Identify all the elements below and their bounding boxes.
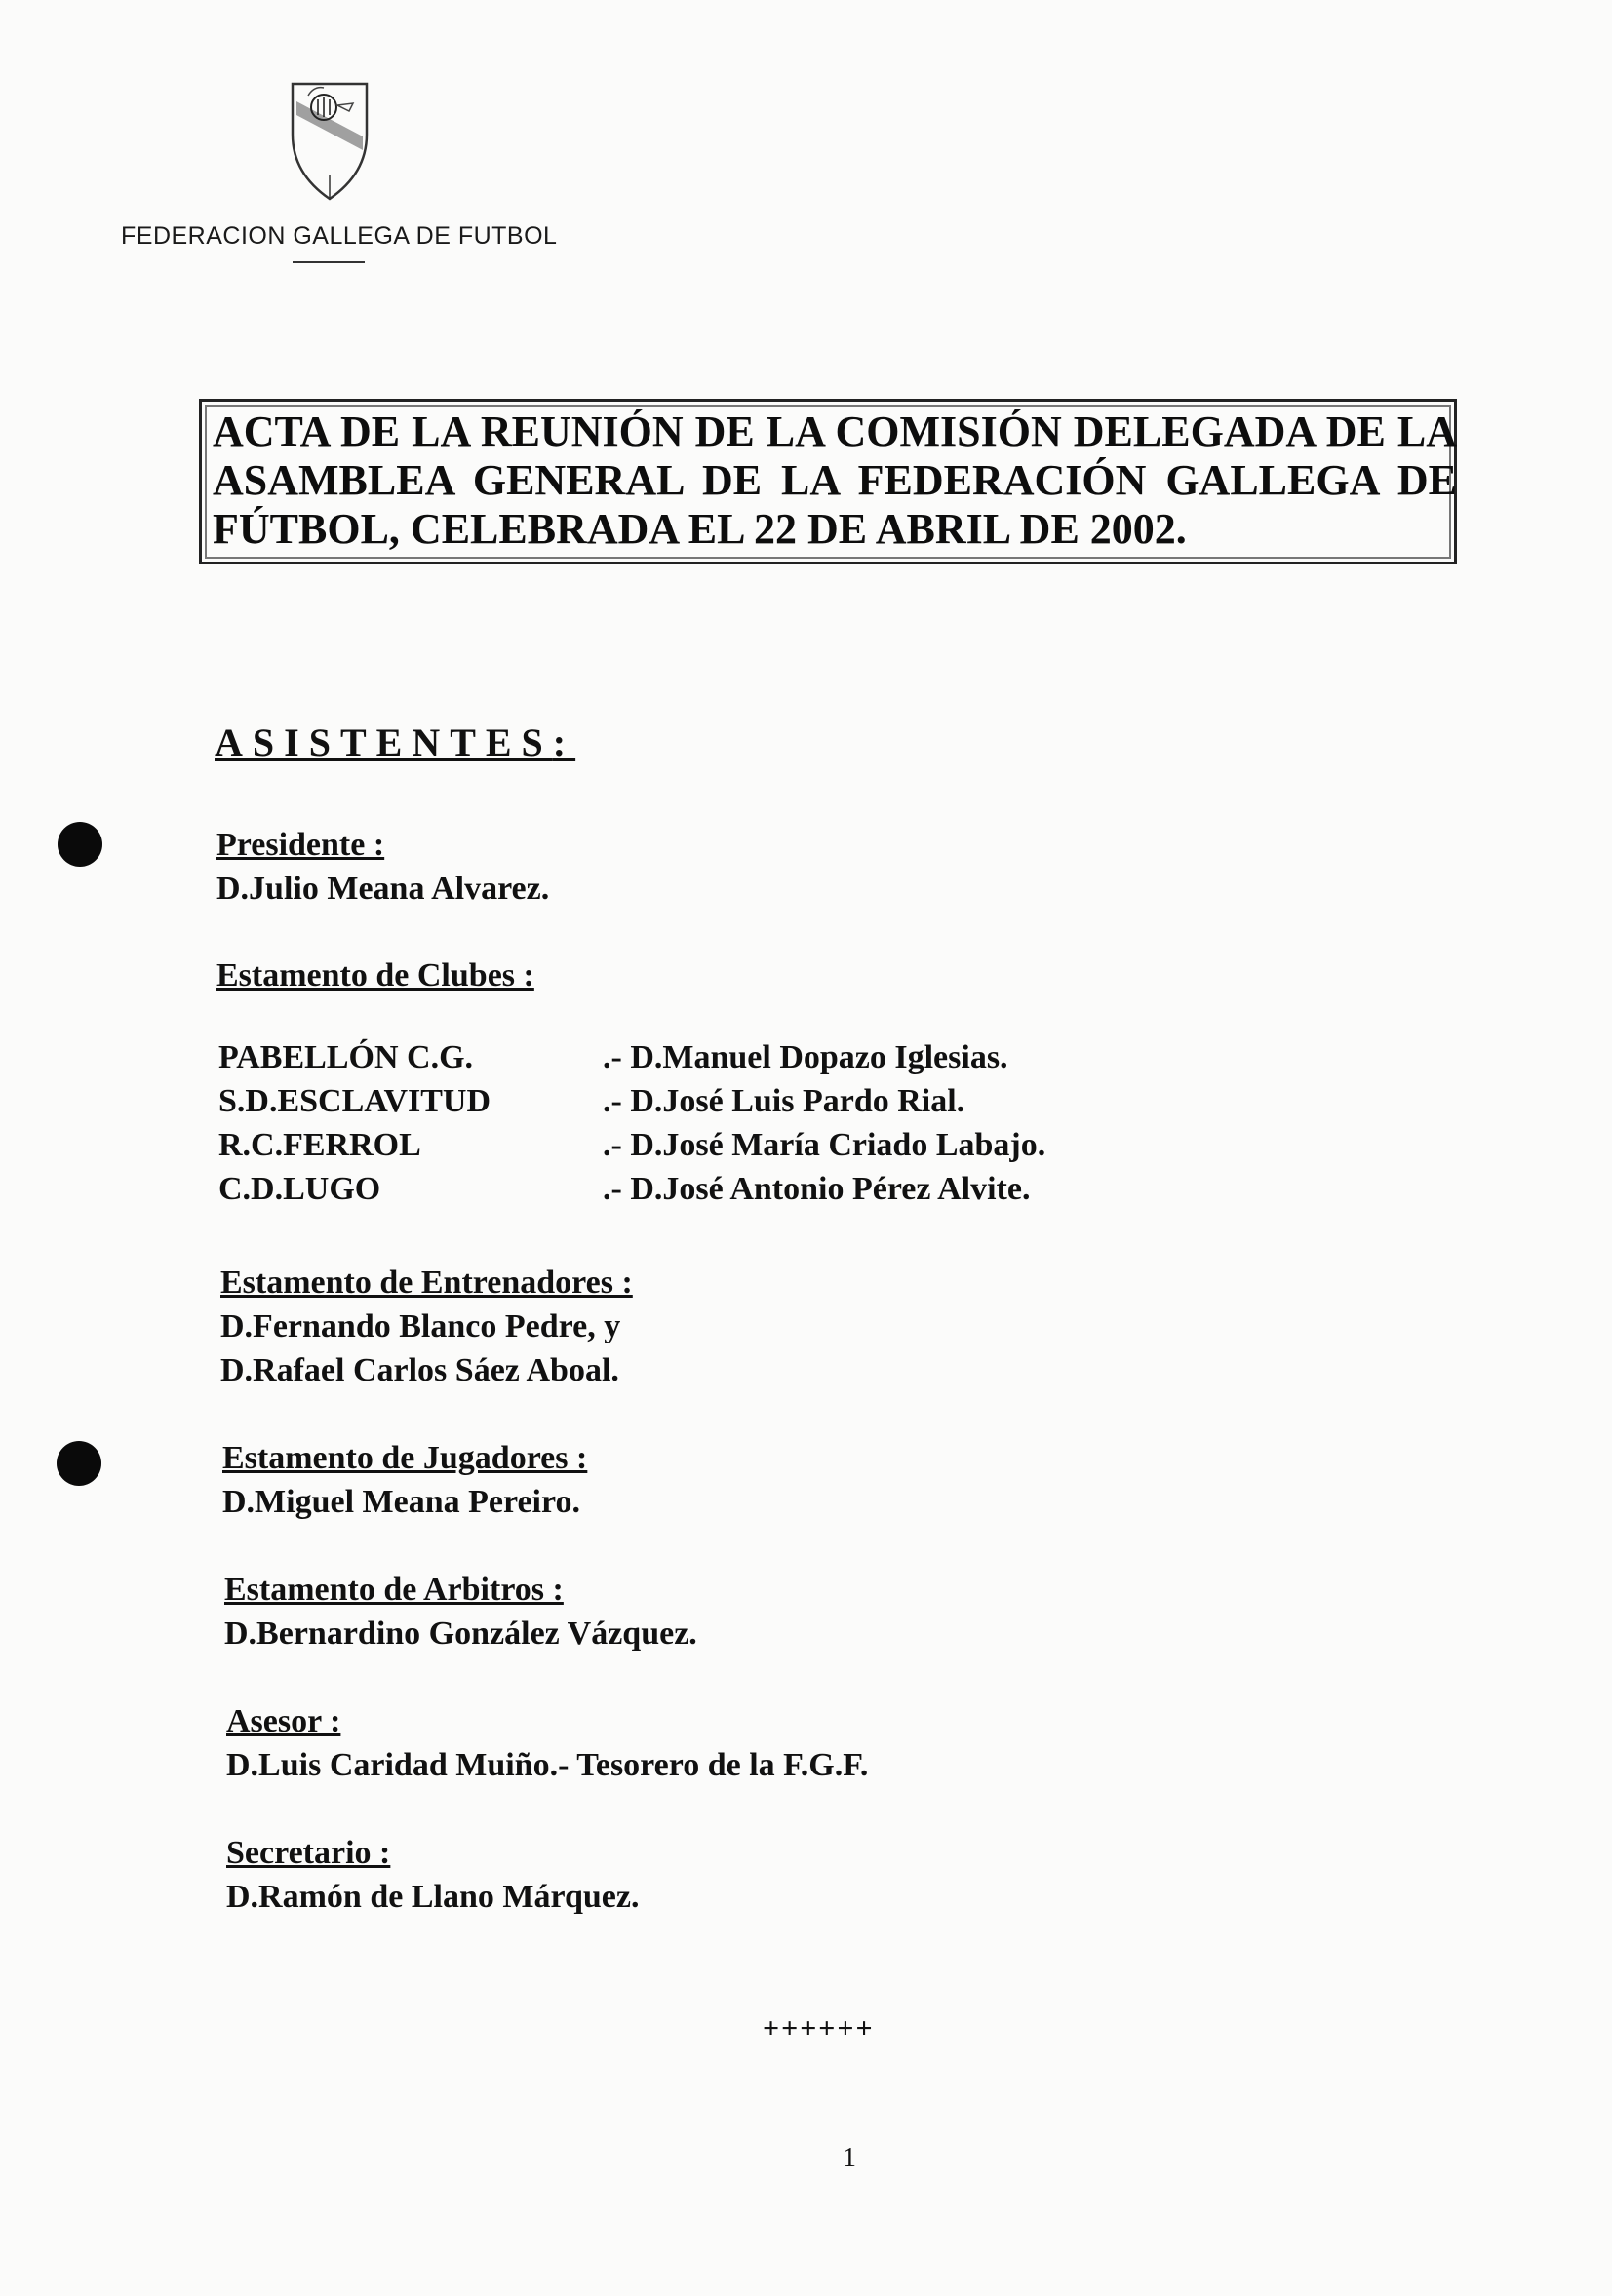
coach-name: D.Rafael Carlos Sáez Aboal. [220, 1352, 619, 1388]
end-of-section-mark: ++++++ [763, 2012, 875, 2044]
secretary-label: Secretario : [226, 1835, 391, 1871]
players-label: Estamento de Jugadores : [222, 1440, 588, 1476]
page-number: 1 [843, 2143, 856, 2173]
players-block [222, 1436, 587, 1524]
club-row [218, 1167, 1045, 1211]
referee-name: D.Bernardino González Vázquez. [224, 1615, 697, 1652]
secretary-block [226, 1831, 639, 1919]
club-row [218, 1035, 1045, 1079]
clubs-label-block [216, 953, 534, 997]
coaches-block [220, 1261, 633, 1392]
club-separator: .- [603, 1039, 631, 1075]
club-representative: D.José María Criado Labajo. [630, 1127, 1046, 1163]
attendees-heading-colon: : [552, 720, 576, 764]
club-name: S.D.ESCLAVITUD [218, 1083, 491, 1119]
club-separator: .- [603, 1127, 631, 1163]
referees-label: Estamento de Arbitros : [224, 1572, 564, 1608]
federation-crest-logo [289, 78, 371, 203]
coaches-label: Estamento de Entrenadores : [220, 1265, 633, 1301]
club-row [218, 1123, 1045, 1167]
president-label: Presidente : [216, 827, 385, 863]
club-separator: .- [603, 1083, 631, 1119]
president-block [216, 823, 549, 911]
coach-name: D.Fernando Blanco Pedre, y [220, 1308, 621, 1344]
punch-hole [57, 1441, 101, 1486]
advisor-name: D.Luis Caridad Muiño.- Tesorero de la F.G.F. [226, 1747, 869, 1783]
clubs-label: Estamento de Clubes : [216, 957, 534, 993]
punch-hole [58, 822, 102, 867]
club-name: R.C.FERROL [218, 1127, 421, 1163]
attendees-heading-text: ASISTENTES [215, 720, 553, 764]
president-name: D.Julio Meana Alvarez. [216, 871, 550, 907]
document-title: ACTA DE LA REUNIÓN DE LA COMISIÓN DELEGADA DE LA ASAMBLEA GENERAL DE LA FEDERACIÓN GALLEGA DE FÚTBOL, CELEBRADA EL 22 DE ABRIL DE 2002. [213, 408, 1457, 553]
organization-name: FEDERACION GALLEGA DE FUTBOL [121, 222, 558, 250]
advisor-block [226, 1699, 868, 1787]
player-name: D.Miguel Meana Pereiro. [222, 1484, 580, 1520]
club-representative: D.José Luis Pardo Rial. [630, 1083, 965, 1119]
organization-underline [293, 261, 365, 263]
referees-block [224, 1568, 697, 1655]
club-representative: D.José Antonio Pérez Alvite. [630, 1171, 1031, 1207]
club-name: PABELLÓN C.G. [218, 1039, 474, 1075]
club-representative: D.Manuel Dopazo Iglesias. [630, 1039, 1008, 1075]
club-name: C.D.LUGO [218, 1171, 381, 1207]
advisor-label: Asesor : [226, 1703, 341, 1739]
club-separator: .- [603, 1171, 631, 1207]
club-row [218, 1079, 1045, 1123]
clubs-list [218, 1035, 1045, 1211]
secretary-name: D.Ramón de Llano Márquez. [226, 1879, 640, 1915]
attendees-heading [215, 720, 575, 765]
